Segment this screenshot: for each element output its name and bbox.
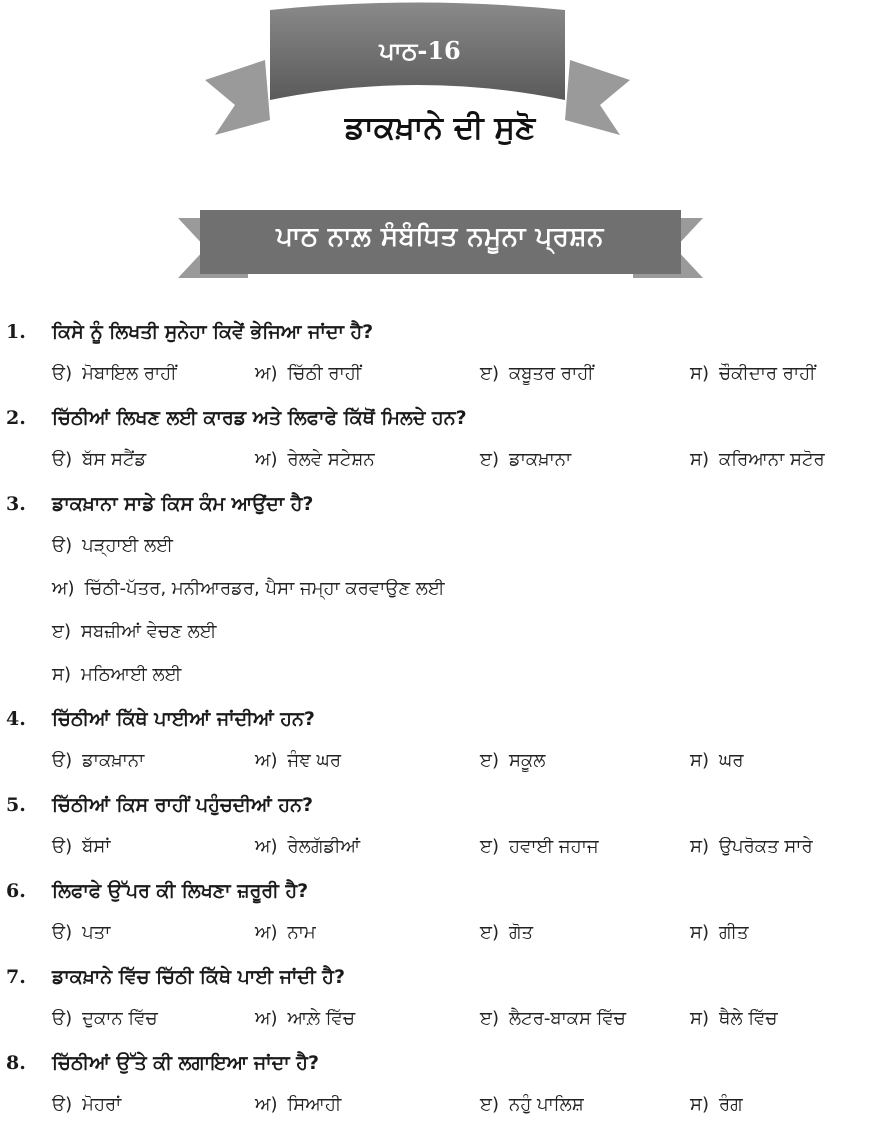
option-label: ਸ) bbox=[690, 363, 710, 384]
answer-option bbox=[690, 1008, 778, 1029]
option-label: ਸ) bbox=[690, 836, 710, 857]
option-label: ੳ) bbox=[52, 750, 73, 771]
answer-option bbox=[52, 578, 445, 599]
option-text: ਆਲ਼ੇ ਵਿੱਚ bbox=[287, 1008, 355, 1029]
option-text: ਚਿੱਠੀ-ਪੱਤਰ, ਮਨੀਆਰਡਰ, ਪੈਸਾ ਜਮ੍ਹਾ ਕਰਵਾਉਣ ਲਈ bbox=[84, 578, 445, 599]
answer-option bbox=[690, 922, 748, 943]
answer-option bbox=[52, 1008, 158, 1029]
option-text: ਰੇਲਗੱਡੀਆਂ bbox=[287, 836, 361, 857]
option-label: ੳ) bbox=[52, 836, 73, 857]
option-label: ਅ) bbox=[255, 836, 278, 857]
option-label: ਅ) bbox=[255, 750, 278, 771]
option-label: ਅ) bbox=[255, 922, 278, 943]
answer-option bbox=[690, 1094, 743, 1115]
option-label: ੲ) bbox=[480, 363, 500, 384]
answer-option bbox=[690, 449, 825, 470]
answer-option bbox=[52, 922, 110, 943]
answer-option bbox=[690, 750, 744, 771]
option-text: ਚਿੱਠੀ ਰਾਹੀਂ bbox=[287, 363, 362, 384]
answer-option bbox=[690, 363, 816, 384]
answer-option bbox=[480, 922, 533, 943]
option-label: ੳ) bbox=[52, 1094, 73, 1115]
answer-option bbox=[52, 535, 173, 556]
answer-option bbox=[255, 1008, 355, 1029]
question-text: ਚਿੱਠੀਆਂ ਕਿਸ ਰਾਹੀਂ ਪਹੁੰਚਦੀਆਂ ਹਨ? bbox=[52, 794, 313, 816]
option-text: ਉਪਰੋਕਤ ਸਾਰੇ bbox=[719, 836, 813, 857]
option-text: ਜੰਞ ਘਰ bbox=[287, 750, 342, 771]
option-text: ਬੱਸਾਂ bbox=[82, 836, 111, 857]
question-text: ਚਿੱਠੀਆਂ ਕਿੱਥੇ ਪਾਈਆਂ ਜਾਂਦੀਆਂ ਹਨ? bbox=[52, 708, 315, 730]
option-text: ਗੀਤ bbox=[719, 922, 749, 943]
question-text: ਕਿਸੇ ਨੂੰ ਲਿਖਤੀ ਸੁਨੇਹਾ ਕਿਵੇਂ ਭੇਜਿਆ ਜਾਂਦਾ ਹੈ? bbox=[52, 321, 374, 343]
answer-option bbox=[255, 750, 341, 771]
question-number: 4. bbox=[6, 708, 26, 730]
answer-option bbox=[255, 1094, 341, 1115]
option-label: ੲ) bbox=[480, 836, 500, 857]
answer-option bbox=[52, 836, 110, 857]
option-text: ਗੋਤ bbox=[509, 922, 534, 943]
option-label: ਅ) bbox=[255, 1094, 278, 1115]
section-title: ਪਾਠ ਨਾਲ਼ ਸੰਬੰਧਿਤ ਨਮੂਨਾ ਪ੍ਰਸ਼ਨ bbox=[276, 222, 604, 252]
question-text: ਚਿੱਠੀਆਂ ਲਿਖਣ ਲਈ ਕਾਰਡ ਅਤੇ ਲਿਫਾਫੇ ਕਿੱਥੋਂ ਮਿਲਦੇ ਹਨ? bbox=[52, 407, 467, 429]
option-text: ਹਵਾਈ ਜਹਾਜ bbox=[509, 836, 599, 857]
option-label: ਅ) bbox=[52, 578, 75, 599]
option-text: ਨਾਮ bbox=[287, 922, 316, 943]
question-number: 6. bbox=[6, 880, 26, 902]
option-label: ੳ) bbox=[52, 449, 73, 470]
option-label: ਸ) bbox=[690, 922, 710, 943]
option-label: ੲ) bbox=[480, 449, 500, 470]
option-text: ਬੱਸ ਸਟੈਂਡ bbox=[82, 449, 147, 470]
option-text: ਮੋਬਾਇਲ ਰਾਹੀਂ bbox=[82, 363, 177, 384]
answer-option bbox=[52, 664, 181, 685]
answer-option bbox=[690, 836, 813, 857]
question-number: 2. bbox=[6, 407, 26, 429]
option-label: ੲ) bbox=[480, 750, 500, 771]
option-label: ਅ) bbox=[255, 1008, 278, 1029]
option-label: ੳ) bbox=[52, 363, 73, 384]
option-label: ੲ) bbox=[52, 621, 72, 642]
option-label: ਸ) bbox=[690, 750, 710, 771]
option-text: ਸਿਆਹੀ bbox=[287, 1094, 342, 1115]
answer-option bbox=[52, 449, 146, 470]
answer-option bbox=[255, 363, 361, 384]
question-number: 3. bbox=[6, 493, 26, 515]
option-text: ਪਤਾ bbox=[82, 922, 111, 943]
answer-option bbox=[255, 449, 375, 470]
answer-option bbox=[480, 363, 594, 384]
answer-option bbox=[255, 922, 316, 943]
option-text: ਮਠਿਆਈ ਲਈ bbox=[81, 664, 182, 685]
answer-option bbox=[255, 836, 360, 857]
option-text: ਕਰਿਆਨਾ ਸਟੋਰ bbox=[719, 449, 825, 470]
question-text: ਚਿੱਠੀਆਂ ਉੱਤੇ ਕੀ ਲਗਾਇਆ ਜਾਂਦਾ ਹੈ? bbox=[52, 1052, 319, 1074]
option-text: ਕਬੂਤਰ ਰਾਹੀਂ bbox=[509, 363, 594, 384]
answer-option bbox=[480, 836, 599, 857]
answer-option bbox=[52, 750, 144, 771]
question-number: 8. bbox=[6, 1052, 26, 1074]
option-text: ਰੰਗ bbox=[719, 1094, 743, 1115]
option-text: ਘਰ bbox=[719, 750, 744, 771]
option-text: ਸਕੂਲ bbox=[509, 750, 546, 771]
option-label: ੳ) bbox=[52, 922, 73, 943]
option-label: ੲ) bbox=[480, 922, 500, 943]
option-text: ਦੁਕਾਨ ਵਿੱਚ bbox=[82, 1008, 158, 1029]
option-text: ਰੇਲਵੇ ਸਟੇਸ਼ਨ bbox=[287, 449, 375, 470]
answer-option bbox=[480, 1094, 584, 1115]
answer-option bbox=[52, 1094, 121, 1115]
option-text: ਨਹੁੰ ਪਾਲਿਸ਼ bbox=[509, 1094, 584, 1115]
question-text: ਡਾਕਖ਼ਾਨੇ ਵਿੱਚ ਚਿੱਠੀ ਕਿੱਥੇ ਪਾਈ ਜਾਂਦੀ ਹੈ? bbox=[52, 966, 345, 988]
option-label: ੳ) bbox=[52, 535, 73, 556]
answer-option bbox=[52, 363, 177, 384]
question-number: 1. bbox=[6, 321, 26, 343]
option-text: ਪੜ੍ਹਾਈ ਲਈ bbox=[82, 535, 173, 556]
option-label: ੳ) bbox=[52, 1008, 73, 1029]
answer-option bbox=[480, 449, 571, 470]
option-label: ਸ) bbox=[690, 449, 710, 470]
lesson-title: ਡਾਕਖ਼ਾਨੇ ਦੀ ਸੁਣੋ bbox=[344, 110, 536, 146]
answer-option bbox=[52, 621, 216, 642]
option-text: ਸਬਜ਼ੀਆਂ ਵੇਚਣ ਲਈ bbox=[81, 621, 217, 642]
option-text: ਮੋਹਰਾਂ bbox=[82, 1094, 122, 1115]
option-text: ਲੈਟਰ-ਬਾਕਸ ਵਿੱਚ bbox=[509, 1008, 626, 1029]
question-number: 7. bbox=[6, 966, 26, 988]
question-text: ਲਿਫਾਫੇ ਉੱਪਰ ਕੀ ਲਿਖਣਾ ਜ਼ਰੂਰੀ ਹੈ? bbox=[52, 880, 309, 902]
question-number: 5. bbox=[6, 794, 26, 816]
option-label: ਅ) bbox=[255, 449, 278, 470]
option-label: ਅ) bbox=[255, 363, 278, 384]
option-label: ਸ) bbox=[52, 664, 72, 685]
option-text: ਡਾਕਖ਼ਾਨਾ bbox=[82, 750, 145, 771]
option-label: ਸ) bbox=[690, 1008, 710, 1029]
option-label: ਸ) bbox=[690, 1094, 710, 1115]
option-text: ਚੌਕੀਦਾਰ ਰਾਹੀਂ bbox=[719, 363, 816, 384]
answer-option bbox=[480, 1008, 626, 1029]
option-label: ੲ) bbox=[480, 1094, 500, 1115]
question-text: ਡਾਕਖ਼ਾਨਾ ਸਾਡੇ ਕਿਸ ਕੰਮ ਆਉਂਦਾ ਹੈ? bbox=[52, 493, 314, 515]
option-text: ਡਾਕਖ਼ਾਨਾ bbox=[509, 449, 572, 470]
answer-option bbox=[480, 750, 545, 771]
option-label: ੲ) bbox=[480, 1008, 500, 1029]
option-text: ਥੈਲੇ ਵਿੱਚ bbox=[719, 1008, 778, 1029]
lesson-number: ਪਾਠ-16 bbox=[379, 36, 461, 65]
